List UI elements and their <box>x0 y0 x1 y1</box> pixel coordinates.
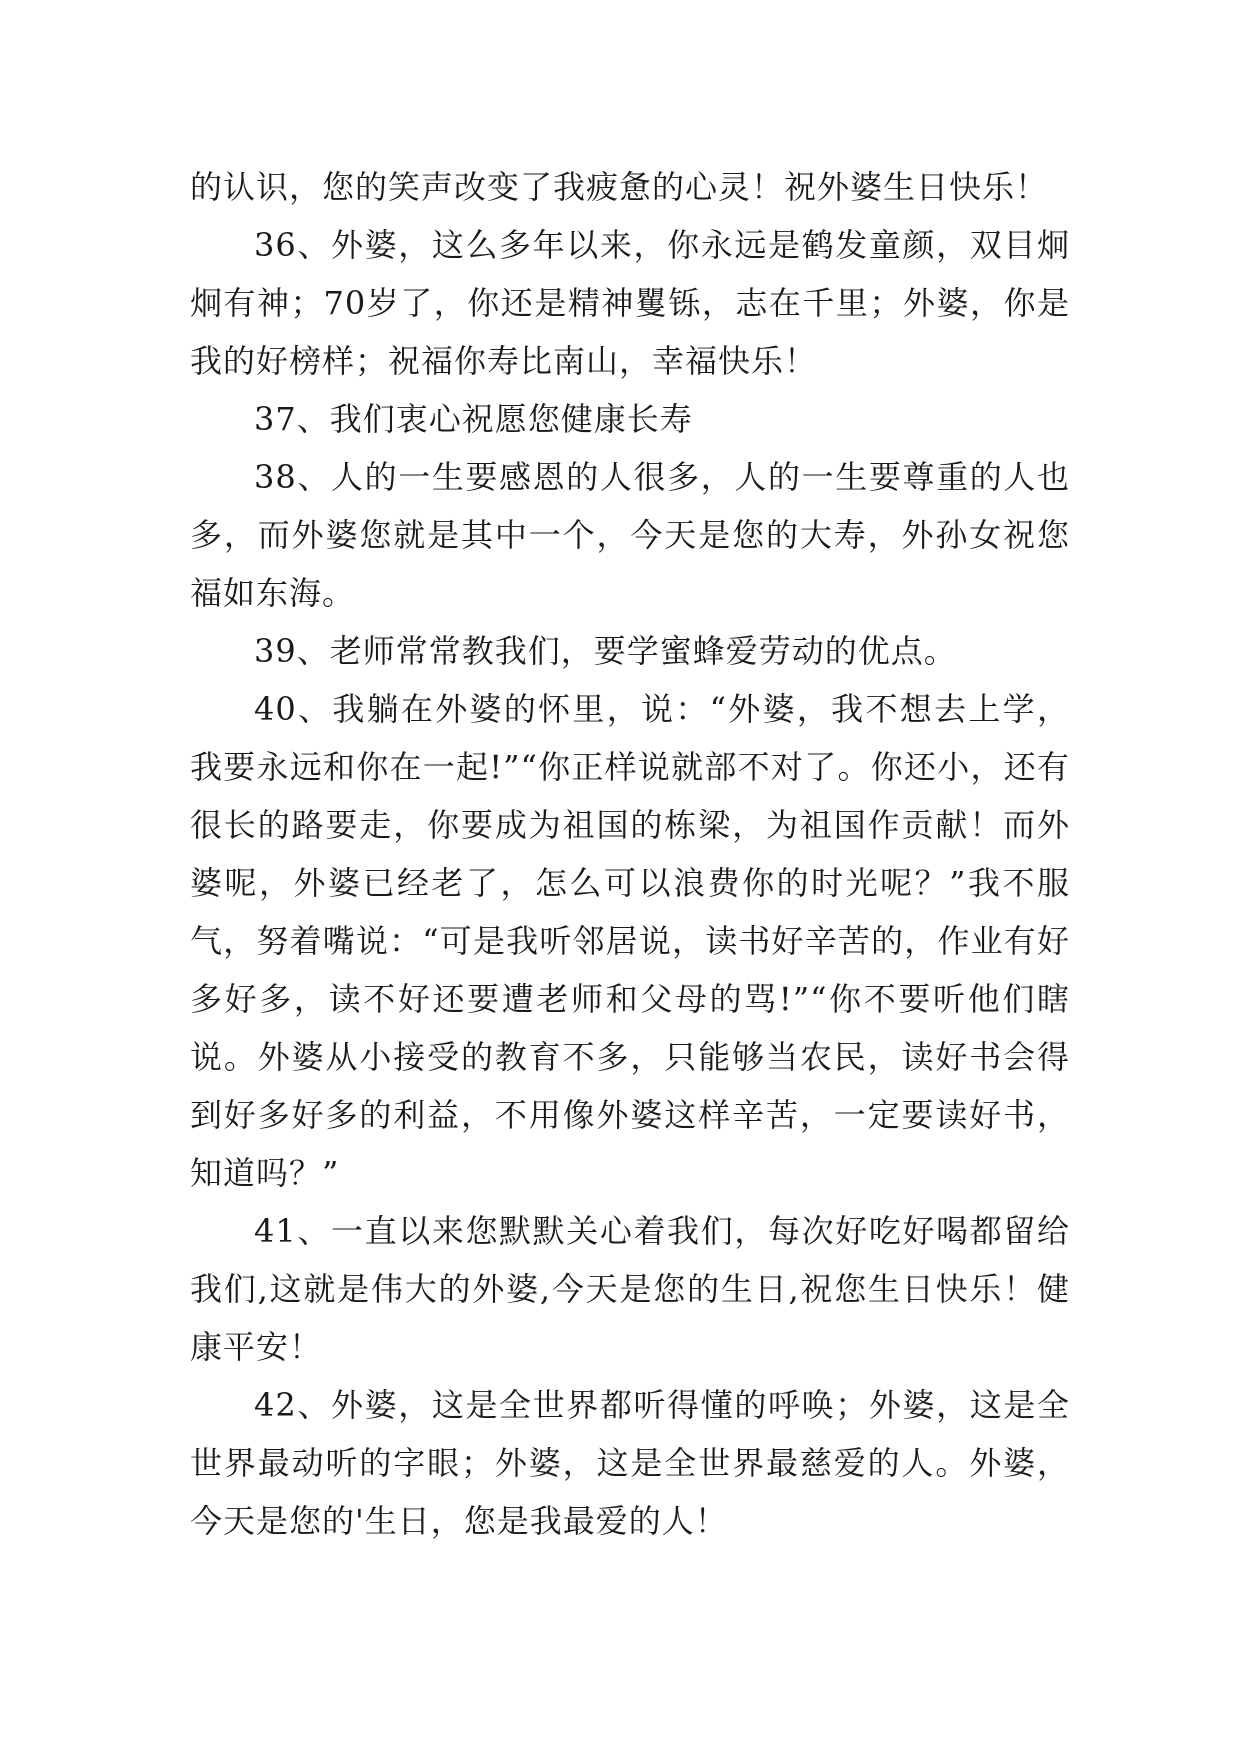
paragraph-36: 36、外婆，这么多年以来，你永远是鹤发童颜，双目炯炯有神；70岁了，你还是精神矍铄，志在千里；外婆，你是我的好榜样；祝福你寿比南山，幸福快乐！ <box>190 226 1070 380</box>
paragraph-37: 37、我们衷心祝愿您健康长寿 <box>254 400 693 438</box>
paragraph-41: 41、一直以来您默默关心着我们，每次好吃好喝都留给我们,这就是伟大的外婆,今天是您的生日,祝您生日快乐！健康平安！ <box>190 1212 1070 1366</box>
paragraph-42: 42、外婆，这是全世界都听得懂的呼唤；外婆，这是全世界最动听的字眼；外婆，这是全世界最慈爱的人。外婆，今天是您的'生日，您是我最爱的人！ <box>190 1386 1070 1540</box>
paragraph-continuation: 的认识，您的笑声改变了我疲惫的心灵！祝外婆生日快乐！ <box>190 168 1049 206</box>
document-body <box>190 158 1070 1550</box>
paragraph-38: 38、人的一生要感恩的人很多，人的一生要尊重的人也多，而外婆您就是其中一个，今天是您的大寿，外孙女祝您福如东海。 <box>190 458 1070 612</box>
paragraph-40: 40、我躺在外婆的怀里，说：“外婆，我不想去上学，我要永远和你在一起!”“你正样说就部不对了。你还小，还有很长的路要走，你要成为祖国的栋梁，为祖国作贡献！而外婆呢，外婆已经老了，怎么可以浪费你的时光呢？”我不服气，努着嘴说：“可是我听邻居说，读书好辛苦的，作业有好多好多，读不好还要遭老师和父母的骂!”“你不要听他们瞎说。外婆从小接受的教育不多，只能够当农民，读好书会得到好多好多的利益，不用像外婆这样辛苦，一定要读好书，知道吗？” <box>190 690 1070 1192</box>
paragraph-39: 39、老师常常教我们，要学蜜蜂爱劳动的优点。 <box>254 632 957 670</box>
